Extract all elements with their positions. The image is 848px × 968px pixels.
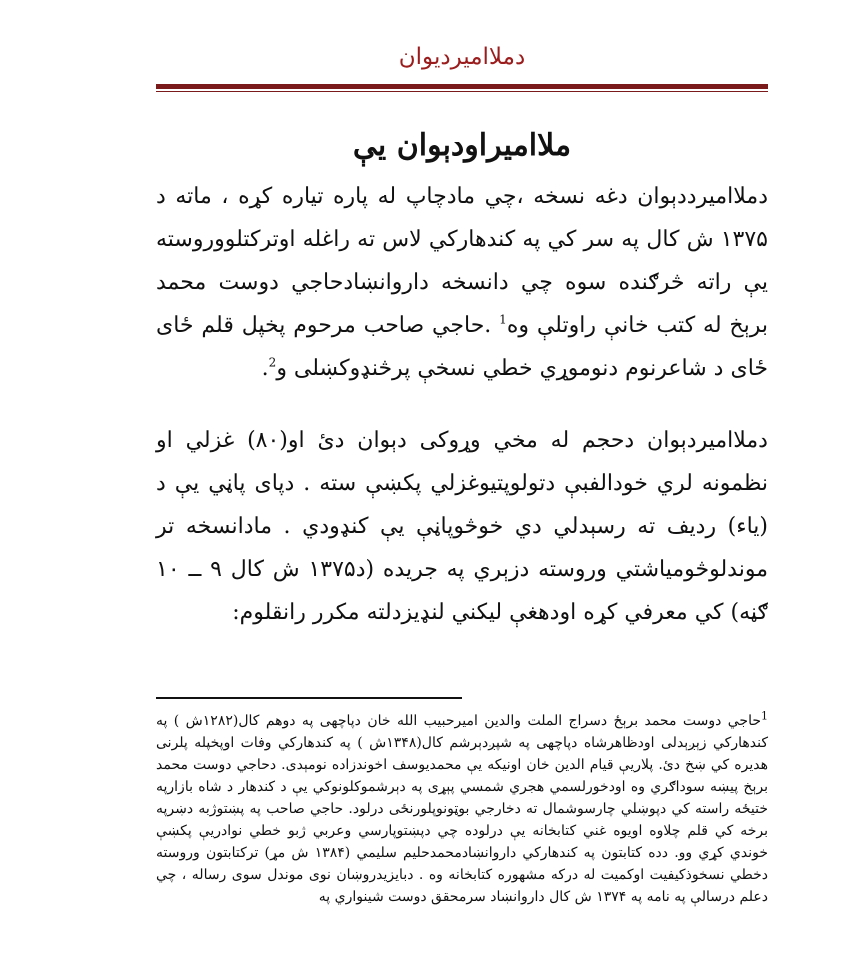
footnote-text: حاجي دوست محمد برېځ دسراج الملت والدین امیرحبیب الله خان دپاچهی په دوهم کال(۱۲۸۲ش ) په کندهارکي زېږېدلی اودظاهرشاه دپاچهی په شپږدېرشم کال(۱۳۴۸ش ) په کندهارکي وفات اوپخپله پلرنی هدیره کي ښخ دئ. پلاریې قیام الدین خان اونیکه یې محمدیوسف اخوندزاده نومېدی. دحاجي دوست محمد برېخ پیښه سوداګري وه اودخورلسمي هجري شمسي پېړی په دېرشموکلونوکي یې د کندهار د شاه بازارپه ختیځه راسته کي دپوښلي چارسوشمال ته دخارجي بوټونوپلورنځی درلود. حاجي صاحب په پښتوژبه دښرپه برخه کي قلم چلاوه اویوه غني کتابخانه یې درلوده چي دپښتوپارسي وعربي ژبو خطي نوادریې پکښې خوندي کړي وو. دده کتابتون په کندهارکي داروانښادمحمدحلیم سلیمي (۱۳۸۴ ش مړ) ترکتابتون وروسته دخطي نسخوذکیفیت اوکمیت له درکه مشهوره کتابخانه وه . دبایزیدروښان نوی موندل سوی رساله ، چي دعلم درسالې په نامه په ۱۳۷۴ ش کال داروانښاد سرمحقق دوست شینواري په	[156, 713, 768, 905]
section-title: ملاامیراودېوان یې	[352, 128, 572, 163]
paragraph-2: دملاامیردېوان دحجم له مخي وړوکی دېوان دئ او(۸۰) غزلي او نظمونه لري خودالفبې دتولوپتیوغزلي پکښې سته . دپای پاڼي یې د (یاء) ردیف ته رسېدلي دي خوڅوپاڼې یې کنډودي . مادانسخه تر موندلوڅومیاشتي وروسته دزېري په جریده (د۱۳۷۵ ش کال ۹ ــ ۱۰ ګڼه) کي معرفي کړه اودهغې لیکني لنډیزدلته مکرر رانقلوم:	[156, 428, 769, 625]
header-rule-thick	[156, 84, 768, 89]
footnote-ref-1[interactable]: 1	[499, 312, 507, 327]
paragraph-1-text-b: .حاجي صاحب مرحوم پخپل قلم ځای ځای د شاعرنوم دنوموړي خطي نسخې پرڅنډوکښلی و	[156, 313, 768, 381]
paragraph-1-text: دملاامیرددېوان دغه نسخه ،چي مادچاپ له پاره تیاره کړه ، ماته د ۱۳۷۵ ش کال په سر کي په کندهارکي لاس ته راغله اوترکتلووروسته یې راته څرګنده سوه چي دانسخه داروانښادحاجي دوست محمد برېخ له کتب خانې راوتلې وه	[156, 184, 769, 338]
paragraph-1-end: .	[261, 356, 269, 381]
footnote-ref-2[interactable]: 2	[268, 355, 277, 370]
footnote-1	[156, 710, 768, 908]
header-rule-thin	[156, 91, 768, 92]
footnote-marker: 1	[761, 709, 769, 723]
footnote-separator	[156, 697, 462, 699]
paragraph-1	[156, 175, 768, 390]
running-header: دملاامیردیوان	[398, 44, 526, 70]
